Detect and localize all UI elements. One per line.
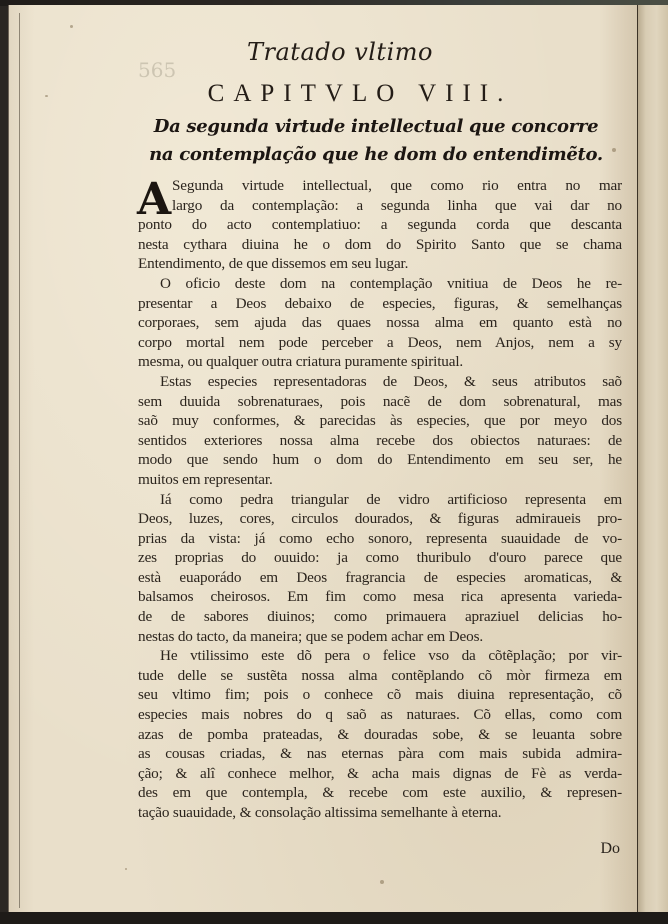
text-line: sem duuida sobrenaturaes, pois nacẽ de dom sobrenatural, mas bbox=[138, 392, 622, 410]
paragraph bbox=[138, 372, 622, 490]
chapter-title-line: na contemplação que he dom do entendimẽto. bbox=[149, 144, 603, 165]
text-line: saõ muy conformes, & parecidas às especies, que por meyo dos bbox=[138, 412, 622, 430]
paragraph bbox=[138, 274, 622, 372]
text-line: modo que sendo hum o dom do Entendimento em seu ser, he bbox=[138, 451, 622, 469]
text-line: O oficio deste dom na contemplação vnitiua de Deos he re- bbox=[160, 274, 622, 292]
text-line: largo da contemplação: a segunda linha que vai dar no bbox=[172, 196, 622, 214]
paragraph bbox=[138, 646, 622, 822]
text-line: nesta cythara diuina he o dom do Spirito Santo que se chama bbox=[138, 235, 622, 253]
text-line: ponto do acto contemplatiuo: a segunda corda que descanta bbox=[138, 216, 622, 234]
text-line: ção; & alî conhece melhor, & acha mais dignas de Fè as verda- bbox=[138, 764, 622, 782]
text-line: Iá como pedra triangular de vidro artificioso representa em bbox=[160, 490, 622, 508]
text-line: balsamos cheirosos. Em fim como mesa rica apresenta varieda- bbox=[138, 588, 622, 606]
text-line: mesma, ou qualquer outra criatura puramente spiritual. bbox=[138, 353, 464, 371]
text-line: presentar a Deos debaixo de especies, figuras, & semelhanças bbox=[138, 294, 622, 312]
text-line: He vtilissimo este dõ pera o felice vso da cõtẽplação; por vir- bbox=[160, 647, 622, 665]
text-line: zes proprias do ouuido: ja como thuribulo d'ouro parece que bbox=[138, 549, 622, 567]
text-line: prias da vista: já como echo sonoro, representa suauidade de vo- bbox=[138, 529, 622, 547]
text-line: seu vltimo fim; pois o conhece cõ mais diuina representação, cõ bbox=[138, 686, 622, 704]
bleed-through-page-number: 565 bbox=[138, 58, 177, 82]
paragraph bbox=[138, 490, 622, 647]
text-line: Segunda virtude intellectual, que como rio entra no mar bbox=[172, 177, 622, 194]
text-line: as cousas criadas, & nas eternas pàra com mais subida admira- bbox=[138, 745, 622, 763]
text-line: azas de pomba prateadas, & douradas sobe, & se leuanta sobre bbox=[138, 725, 622, 743]
text-line: des em que contempla, & recebe com este auxilio, & represen- bbox=[138, 784, 622, 802]
text-line: de de sabores diuinos; como primauera apraziuel delicias ho- bbox=[138, 608, 622, 626]
text-line: corpo mortal nem pode perceber a Deos, nem Anjos, nem a sy bbox=[138, 333, 622, 351]
drop-cap: A bbox=[137, 174, 172, 225]
catchword: Do bbox=[600, 840, 620, 857]
chapter-title bbox=[128, 113, 624, 169]
text-line: tude delle se sustẽta nossa alma contẽplando cõ mòr firmeza em bbox=[138, 666, 622, 684]
text-line: muitos em representar. bbox=[138, 470, 273, 488]
text-line: està euaporádo em Deos fragrancia de especies aromaticas, & bbox=[138, 568, 622, 586]
text-line: tação suauidade, & consolação altissima semelhante à eterna. bbox=[138, 804, 502, 821]
text-line: corporaes, sem ajuda das quaes nossa alma em quanto està no bbox=[138, 314, 622, 332]
paragraph bbox=[138, 176, 622, 274]
text-line: sentidos exteriores nossa alma recebe dos obiectos naturaes: de bbox=[138, 431, 622, 449]
running-head: Tratado vltimo bbox=[247, 38, 433, 66]
body-text bbox=[138, 176, 622, 823]
text-line: Deos, luzes, cores, circulos dourados, & figuras admiraueis pro- bbox=[138, 510, 622, 528]
text-line: Estas especies representadoras de Deos, & seus atributos saõ bbox=[160, 372, 622, 390]
text-line: Entendimento, de que dissemos em seu lugar. bbox=[138, 255, 409, 273]
text-line: nestas do tacto, da maneira; que se podem achar em Deos. bbox=[138, 627, 483, 645]
chapter-title-line: Da segunda virtude intellectual que concorre bbox=[153, 116, 599, 137]
text-line: especies mais nobres do q saõ as naturaes. Cõ ellas, como com bbox=[138, 706, 622, 724]
chapter-heading: CAPITVLO VIII. bbox=[207, 80, 513, 107]
